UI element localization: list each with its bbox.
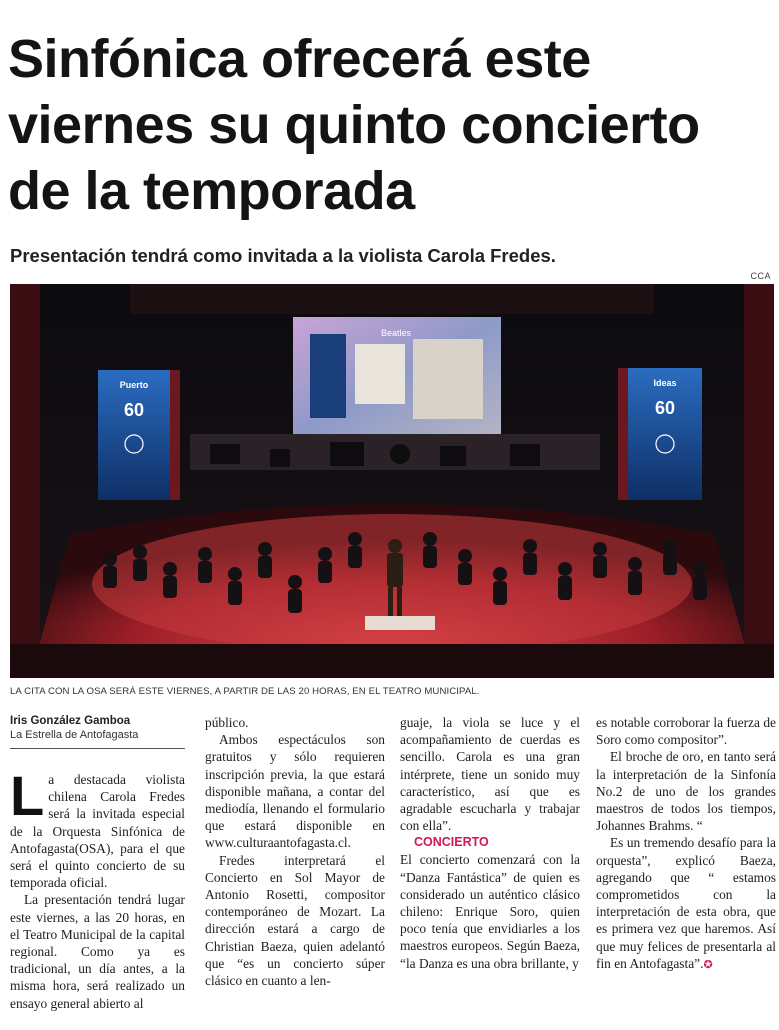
left-screen-logo: Puerto [119,380,149,390]
col4-paragraph-1: es notable corroborar la fuerza de Soro como compositor”. [596,715,776,748]
drop-cap: L [10,764,45,827]
photo-caption: LA CITA CON LA OSA SERÁ ESTE VIERNES, A PARTIR DE LAS 20 HORAS, EN EL TEATRO MUNICIPAL. [10,686,480,697]
left-screen-anniversary: 60 [123,400,145,420]
col3-paragraph-2: El concierto comenzará con la “Danza Fantástica” de quien es considerado un auténtico clásico chileno: Enrique Soro, quien poco tenía que envidiarles a los maestros europeos. Según Baeza, “la Danza es una obra brillante, y [400,852,580,971]
col2-paragraph-2: Ambos espectáculos son gratuitos y sólo requieren inscripción previa, la que estará disponible mañana, a contar del mediodía, llenando el formulario que estará disponible en www.culturaantofagasta.cl. [205,732,385,851]
col1-paragraph-1: La destacada violista chilena Carola Fredes será la invitada especial de la Orquesta Sinfónica de Antofagasta(OSA), para el que será el quinto concierto de su temporada oficial. [10,764,185,891]
column-1 [10,714,185,1012]
subheadline: Presentación tendrá como invitada a la violista Carola Fredes. [10,245,556,266]
col2-paragraph-3: Fredes interpretará el Concierto en Sol Mayor de Antonio Rosetti, compositor contemporáneo de Mozart. La dirección estará a cargo de Christian Baeza, quien adelantó que “es un concierto súper clásico en cuanto a len- [205,852,385,989]
center-screen-title: Beatles [380,328,412,338]
right-screen-logo: Ideas [653,378,677,388]
column-4 [596,714,776,974]
photo-credit: CCA [750,271,771,281]
end-mark-icon: ✪ [703,958,713,971]
col3-paragraph-1: guaje, la viola se luce y el acompañamiento de cuerdas es sencillo. Carola es una gran intérprete, tiene un sonido muy característico, así que es agradable escucharla y trabajar con ella”. [400,715,580,834]
headline: Sinfónica ofrecerá este viernes su quinto concierto de la temporada [8,29,700,221]
concert-photo [10,284,774,678]
col1-paragraph-2: La presentación tendrá lugar este viernes, a las 20 horas, en el Teatro Municipal de la capital regional. Como ya es tradicional, un día antes, a la misma hora, será realizado un ensayo general abierto al [10,892,185,1011]
col2-paragraph-1: público. [205,715,249,730]
section-heading-concierto: CONCIERTO [414,835,489,850]
col4-paragraph-2: El broche de oro, en tanto será la interpretación de la Sinfonía No.2 de uno de los grandes maestros de todos los tiempos, Johannes Brahms. “ [596,749,776,834]
column-2 [205,714,385,989]
author-outlet: La Estrella de Antofagasta [10,728,185,749]
author-name: Iris González Gamboa [10,715,131,727]
right-screen-anniversary: 60 [654,398,676,418]
col4-paragraph-3: Es un tremendo desafío para la orquesta”, explicó Baeza, agregando que “ estamos comprometidos con la interpretación de esta obra, que es primera vez que haremos. Así que muy felices de presentarla al fin en Antofagasta”.✪ [596,835,776,971]
column-3 [400,714,580,972]
